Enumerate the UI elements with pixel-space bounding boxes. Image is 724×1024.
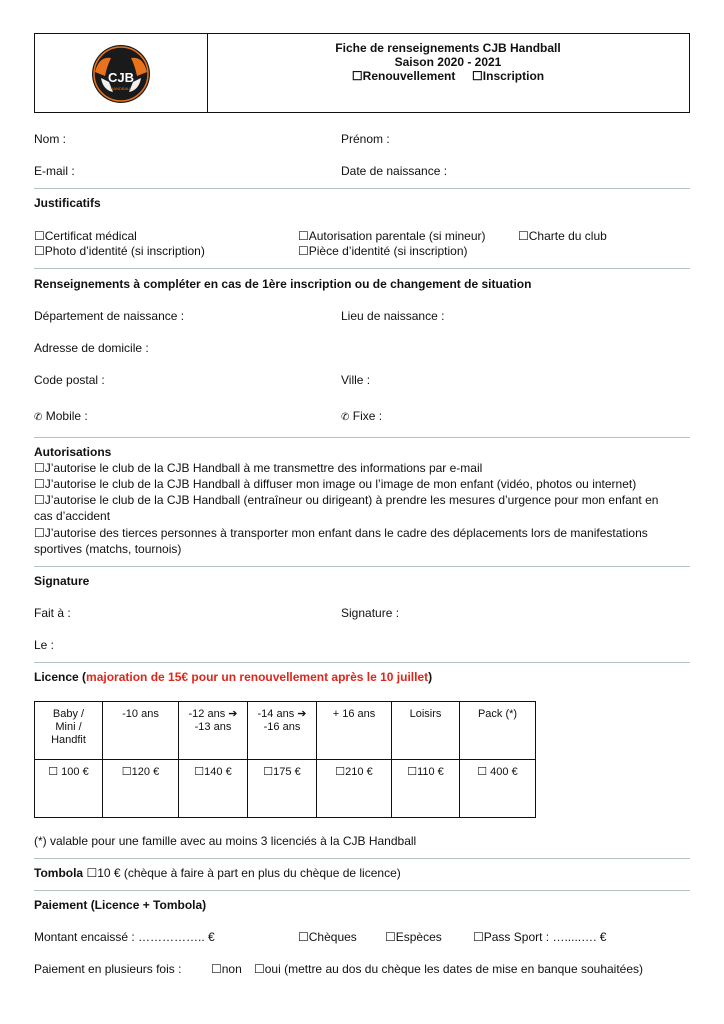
phone-icon: ✆ [34, 412, 43, 423]
amount-label: Montant encaissé : …………….. € [34, 930, 215, 944]
club-charter-checkbox[interactable]: ☐Charte du club [518, 229, 607, 243]
renseignements-title: Renseignements à compléter en cas de 1ère inscription ou de changement de situation [34, 277, 532, 291]
signature-title: Signature [34, 574, 90, 588]
divider [34, 188, 690, 189]
parental-authorization-checkbox[interactable]: ☐Autorisation parentale (si mineur) [298, 229, 486, 243]
justificatifs-title: Justificatifs [34, 196, 101, 210]
autorisations-title: Autorisations [34, 445, 112, 459]
price-checkbox[interactable]: ☐ 400 € [460, 760, 536, 818]
city-label: Ville : [341, 373, 371, 387]
birth-place-label: Lieu de naissance : [341, 309, 445, 323]
form-title: Fiche de renseignements CJB Handball [335, 41, 561, 55]
tombola-title: Tombola [34, 866, 84, 880]
medical-certificate-checkbox[interactable]: ☐Certificat médical [34, 229, 137, 243]
header-box [34, 33, 690, 113]
especes-checkbox[interactable]: ☐Espèces [385, 930, 442, 944]
date-label: Le : [34, 638, 55, 652]
title-cell [207, 34, 689, 119]
licence-price-table [34, 701, 536, 818]
renewal-checkbox[interactable]: ☐Renouvellement [351, 69, 456, 83]
mobile-label: Mobile : [45, 409, 88, 423]
licence-title: Licence [34, 670, 79, 684]
logo-cell [35, 34, 208, 112]
table-header-cell: -10 ans [103, 702, 179, 760]
price-checkbox[interactable]: ☐110 € [392, 760, 460, 818]
table-row [35, 760, 536, 818]
registration-type [207, 69, 689, 83]
svg-text:HANDBALL: HANDBALL [110, 86, 132, 91]
price-checkbox[interactable]: ☐210 € [317, 760, 392, 818]
identity-document-checkbox[interactable]: ☐Pièce d’identité (si inscription) [298, 244, 468, 258]
svg-text:CJB: CJB [107, 70, 135, 85]
divider [34, 858, 690, 859]
tombola-checkbox[interactable]: ☐10 € (chèque à faire à part en plus du chèque de licence) [83, 866, 401, 880]
club-logo [81, 42, 161, 106]
licence-footnote: (*) valable pour une famille avec au moins 3 licenciés à la CJB Handball [34, 834, 417, 848]
installments-no-checkbox[interactable]: ☐non [211, 962, 242, 976]
emergency-consent-continued: cas d’accident [34, 509, 111, 523]
season: Saison 2020 - 2021 [394, 55, 502, 69]
price-checkbox[interactable]: ☐ 100 € [35, 760, 103, 818]
phone-icon: ✆ [341, 412, 350, 423]
licence-heading: Licence (majoration de 15€ pour un renouvellement après le 10 juillet) [34, 670, 433, 684]
signup-checkbox[interactable]: ☐Inscription [472, 69, 545, 83]
table-header-cell: Baby / Mini / Handfit [35, 702, 103, 760]
postal-code-label: Code postal : [34, 373, 105, 387]
email-consent-checkbox[interactable]: ☐J’autorise le club de la CJB Handball à me transmettre des informations par e-mail [34, 461, 483, 475]
emergency-consent-checkbox[interactable]: ☐J’autorise le club de la CJB Handball (entraîneur ou dirigeant) à prendre les mesures d’urgence pour mon enfant en [34, 493, 659, 507]
price-checkbox[interactable]: ☐175 € [248, 760, 317, 818]
photo-id-checkbox[interactable]: ☐Photo d’identité (si inscription) [34, 244, 205, 258]
table-row [35, 702, 536, 760]
divider [34, 890, 690, 891]
installments-yes-checkbox[interactable]: ☐oui (mettre au dos du chèque les dates de mise en banque souhaitées) [254, 962, 644, 976]
transport-consent-checkbox[interactable]: ☐J’autorise des tierces personnes à transporter mon enfant dans le cadre des déplacements lors de manifestations [34, 526, 648, 540]
divider [34, 566, 690, 567]
dob-label: Date de naissance : [341, 164, 448, 178]
table-header-cell: -14 ans ➔ -16 ans [248, 702, 317, 760]
table-header-cell: Loisirs [392, 702, 460, 760]
paiement-title: Paiement (Licence + Tombola) [34, 898, 207, 912]
price-checkbox[interactable]: ☐120 € [103, 760, 179, 818]
nom-label: Nom : [34, 132, 67, 146]
table-header-cell: -12 ans ➔ -13 ans [179, 702, 248, 760]
birth-department-label: Département de naissance : [34, 309, 185, 323]
divider [34, 662, 690, 663]
pass-sport-checkbox[interactable]: ☐Pass Sport : ….....…. € [473, 930, 607, 944]
licence-surcharge-note: majoration de 15€ pour un renouvellement après le 10 juillet [86, 670, 429, 684]
address-label: Adresse de domicile : [34, 341, 149, 355]
cheques-checkbox[interactable]: ☐Chèques [298, 930, 357, 944]
signature-label: Signature : [341, 606, 400, 620]
email-label: E-mail : [34, 164, 75, 178]
divider [34, 268, 690, 269]
price-checkbox[interactable]: ☐140 € [179, 760, 248, 818]
installments-label: Paiement en plusieurs fois : [34, 962, 182, 976]
divider [34, 437, 690, 438]
fixe-row [341, 409, 382, 423]
transport-consent-continued: sportives (matchs, tournois) [34, 542, 182, 556]
fait-label: Fait à : [34, 606, 71, 620]
image-consent-checkbox[interactable]: ☐J’autorise le club de la CJB Handball à diffuser mon image ou l’image de mon enfant (vidéo, photos ou internet) [34, 477, 637, 491]
prenom-label: Prénom : [341, 132, 390, 146]
table-header-cell: Pack (*) [460, 702, 536, 760]
table-header-cell: + 16 ans [317, 702, 392, 760]
fixe-label: Fixe : [352, 409, 383, 423]
tombola-row [34, 866, 401, 880]
mobile-row [34, 409, 88, 423]
